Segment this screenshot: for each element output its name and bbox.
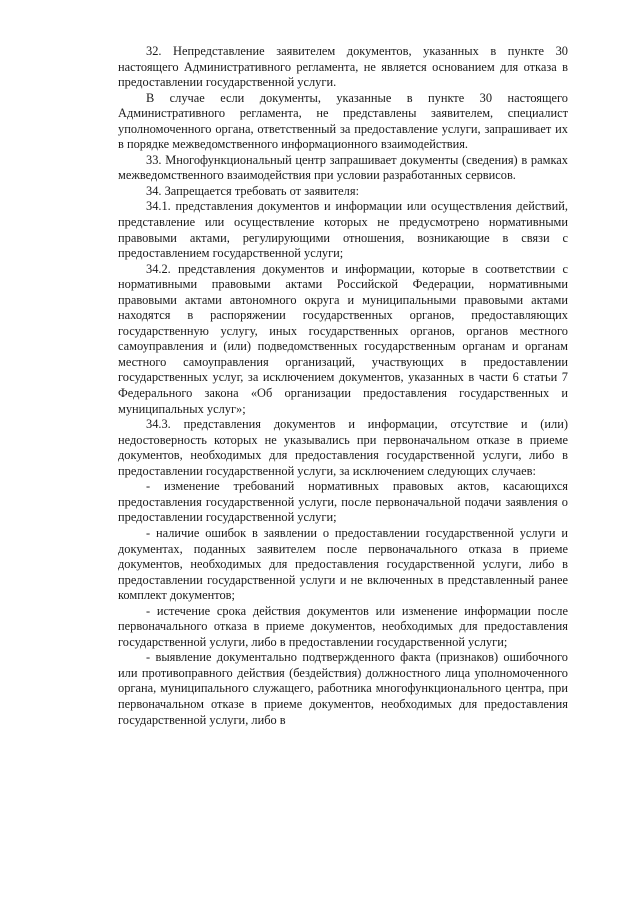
list-item-unlawful-action: - выявление документально подтвержденного факта (признаков) ошибочного или противоправного действия (бездействия) должностного лица уполномоченного органа, муниципального служащего, работника многофункционального центра, при первоначальном отказе в приеме документов, необходимых для предоставления государственной услуги, либо в: [118, 650, 568, 727]
paragraph-32: 32. Непредставление заявителем документов, указанных в пункте 30 настоящего Административного регламента, не является основанием для отказа в предоставлении государственной услуги.: [118, 44, 568, 90]
paragraph-34-1: 34.1. представления документов и информации или осуществления действий, представление или осуществление которых не предусмотрено нормативными правовыми актами, регулирующими отношения, возникающие в связи с предоставлением государственной услуги;: [118, 199, 568, 261]
paragraph-34-3: 34.3. представления документов и информации, отсутствие и (или) недостоверность которых не указывались при первоначальном отказе в приеме документов, необходимых для предоставления государственной услуги, либо в предоставлении государственной услуги, за исключением следующих случаев:: [118, 417, 568, 478]
paragraph-34: 34. Запрещается требовать от заявителя:: [146, 183, 360, 198]
paragraph-34-2: 34.2. представления документов и информации, которые в соответствии с нормативными правовыми актами Российской Федерации, нормативными правовыми актами автономного округа и муниципальными правовыми актами находятся в распоряжении государственных органов, предоставляющих государственную услугу, иных государственных органов, органов местного самоуправления и (или) подведомственных государственным органам и органам местного самоуправления организаций, участвующих в предоставлении государственных услуг, за исключением документов, указанных в части 6 статьи 7 Федерального закона «Об организации предоставления государственных и муниципальных услуг»;: [118, 261, 568, 416]
paragraph-33: 33. Многофункциональный центр запрашивает документы (сведения) в рамках межведомственного взаимодействия при условии разработанных сервисов.: [118, 152, 568, 183]
list-item-application-errors: - наличие ошибок в заявлении о предоставлении государственной услуги и документах, поданных заявителем после первоначального отказа в приеме документов, необходимых для предоставления государственной услуги, либо в предоставлении государственной услуги и не включенных в представленный ранее комплект документов;: [118, 525, 568, 603]
paragraph-32-case: В случае если документы, указанные в пункте 30 настоящего Административного регламента, не представлены заявителем, специалист уполномоченного органа, ответственный за предоставление услуги, запрашивает их в порядке межведомственного информационного взаимодействия.: [118, 90, 568, 152]
list-item-document-expiry: - истечение срока действия документов или изменение информации после первоначального отказа в приеме документов, необходимых для предоставления государственной услуги, либо в предоставлении государственной услуги;: [118, 603, 568, 649]
document-page: [118, 44, 568, 728]
list-item-requirements-change: - изменение требований нормативных правовых актов, касающихся предоставления государственной услуги, после первоначальной подачи заявления о предоставлении государственной услуги;: [118, 479, 568, 525]
